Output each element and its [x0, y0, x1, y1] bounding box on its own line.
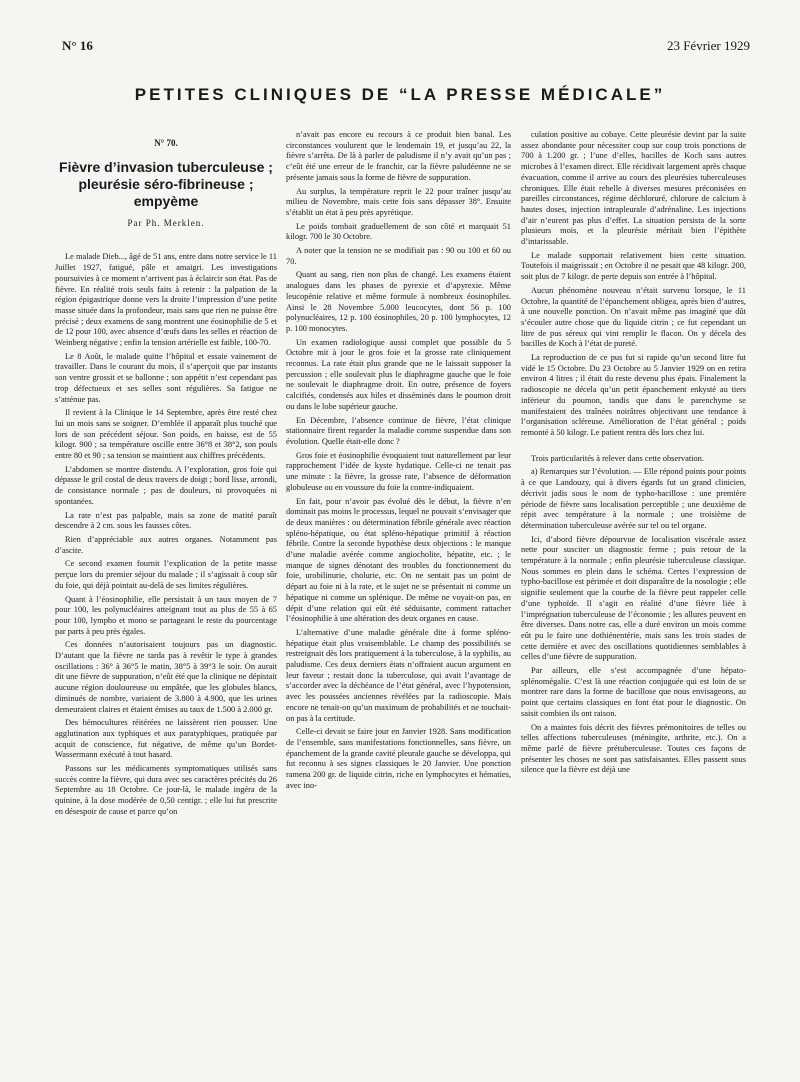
paragraph: Au surplus, la température reprit le 22 pour traîner jusqu’au milieu de Novembre, mais cette fois sans dépasser 38°. Ensuite s’établit un état à peu près apyrétique. [286, 186, 511, 217]
paragraph: Rien d’appréciable aux autres organes. Notamment pas d’ascite. [55, 534, 277, 555]
paragraph: Le malade supportait relativement bien cette situation. Toutefois il maigrissait ; en Octobre il ne pesait que 48 kilogr. 200, soit plus de 7 kilogr. de perte depuis son entrée à l’hôpital. [521, 250, 746, 282]
paragraph: n’avait pas encore eu recours à ce produit bien banal. Les circonstances voulurent que le lendemain 19, et jusqu’au 22, la fièvre s’arrêta. De là à parler de paludisme il n’y avait qu’un pas ; c’eût été une erreur de le franchir, car la fièvre paludéenne ne se présente jamais sous la forme de fièvre de suppuration. [286, 130, 511, 182]
paragraph: Quant à l’éosinophilie, elle persistait à un taux moyen de 7 pour 100, les polynucléaires atteignant tout au plus de 55 à 65 pour 100, lympho et mono se partageant le reste du pourcentage par parts à peu près égales. [55, 594, 277, 636]
paragraph: Trois particularités à relever dans cette observation. [531, 453, 704, 463]
issue-number: N° 16 [62, 38, 93, 53]
paragraph: Le 8 Août, le malade quitte l’hôpital et essaie vainement de travailler. Dans le courant du mois, il s’aperçoit que par instants son ventre grossit et se ballonne ; son appétit n’est cependant pas trop défectueux et ses selles sont régulières. Sa fatigue ne s’atténue pas. [55, 351, 277, 404]
paragraph: En Décembre, l’absence continue de fièvre, l’état clinique stationnaire firent regarder la maladie comme suspendue dans son évolution. Quelle était-elle donc ? [286, 415, 511, 446]
paragraph: En fait, pour n’avoir pas évolué dès le début, la fièvre n’en dominait pas moins le processus, lequel ne pouvait s’envisager que de deux manières : ou détermination fébrile générale avec réaction spléno-hépatique, ou état spléno-hépatique primitif à réaction fébrile. Contre la seconde hypothèse deux objections : le manque d’une maladie avérée comme angiocholite, hépatite, etc. ; le manque de signes dénotant des troubles du fonctionnement du foie, urobilinurie, cholurie, etc. On ne sentait pas un point de départ au foie ni à la rate, et le sujet ne se présentait ni comme un hépatique ni comme un splénique. De même ne voyait-on pas, en dépit d’une relation qui eût été séduisante, comment rattacher l’éosinophilie à une altération des deux organes en cause. [286, 496, 511, 624]
section-banner: PETITES CLINIQUES DE “LA PRESSE MÉDICALE” [134, 85, 666, 104]
paragraph: Passons sur les médicaments symptomatiques utilisés sans succès contre la fièvre, qui dura avec ses caractères précités du 26 Septembre au 18 Octobre. Ce jour-là, le malade ingéra de la quinine, à la dose modérée de 0,50 centigr. ; elle lui fut prescrite en désespoir de cause et parce qu’on [55, 764, 277, 816]
paragraph: Des hémocultures réitérées ne laissèrent rien pousser. Une agglutination aux typhiques et aux paratyphiques, pratiquée par acquit de conscience, fut négative, de même qu’un Bordet-Wassermann exécuté à tout hasard. [55, 718, 277, 760]
paragraph: Ces données n’autorisaient toujours pas un diagnostic. D’autant que la fièvre ne tarda pas à revêtir le type à grandes oscillations : 36° à 36°5 le matin, 38°5 à 39°3 le soir. On aurait dit une fièvre de suppuration, n’eût été que la clinique ne dépistait aucune région douloureuse ou empâtée, que les globules blancs, diminués de nombre, variaient de 3.800 à 4.900, que les urines demeuraient claires et étaient émises au taux de 1.500 à 2.000 gr. [55, 640, 277, 714]
paragraph: a) Remarques sur l’évolution. — Elle répond points pour points à ce que Landouzy, qui à divers égards fut un grand clinicien, décrivit jadis sous le nom de typho-bacillose : une première période de fièvre sans localisation perceptible ; une deuxième de répit avec température à la normale ; une troisième de détermination tuberculeuse avérée sur tel ou tel organe. [521, 467, 746, 530]
paragraph: Par ailleurs, elle s’est accompagnée d’une hépato-splénomégalie. C’est là une réaction conjuguée qui est loin de se montrer rare dans la forme de bacillose que nous envisageons, au point que certains classiques en font état pour le diagnostic. On saisit combien ils ont raison. [521, 666, 746, 718]
issue-date: 23 Février 1929 [666, 38, 750, 53]
paragraph: Quant au sang, rien non plus de changé. Les examens étaient analogues dans les phases de pyrexie et d’apyrexie. Même leucopénie relative et même formule à nombreux éosinophiles. Ainsi le 28 Novembre 5.000 leucocytes, dont 56 p. 100 polynucléaires, 12 p. 100 éosinophiles, 20 p. 100 lymphocytes, 12 p. 100 monocytes. [286, 270, 511, 333]
article-number: N° 70. [154, 138, 178, 148]
column-body [55, 252, 277, 817]
paragraph: Le malade Dieb..., âgé de 51 ans, entre dans notre service le 11 Juillet 1927, fatigué, pâle et amaigri. Les investigations poursuivies à ce moment n’arrivent pas à éclaircir son état. Pas de fièvre. En réalité trois seuls faits à retenir : la palpation de la région épigastrique donne vers la droite l’impression d’une petite masse située dans la profondeur, mais sans que rien ne puisse être précisé ; deux examens de sang montrent une éosinophilie de 5 et de 12 pour 100, avec absence d’œufs dans les selles et réaction de Weinberg négative ; enfin la tension artérielle est faible, 100-70. [55, 252, 277, 348]
column-body [286, 130, 511, 791]
paragraph: L’alternative d’une maladie générale dite à forme spléno-hépatique était plus vraisemblable. Le champ des possibilités se restreignait dès lors pratiquement à la tuberculose, à la syphilis, au paludisme. Ces deux derniers états n’offraient aucun argument en leur faveur ; restait donc la tuberculose, qui avait l’avantage de s’accorder avec la déchéance de l’état général, avec l’hypotension, avec les poussées anciennes révélées par la radioscopie. Mais encore ne tenait-on qu’un maximum de probabilités et ne touchait-on pas à la certitude. [286, 627, 511, 723]
paragraph: La rate n’est pas palpable, mais sa zone de matité paraît descendre à 2 cm. sous les fausses côtes. [55, 510, 277, 531]
paragraph: Celle-ci devait se faire jour en Janvier 1928. Sans modification de l’ensemble, sans manifestations fonctionnelles, sans fièvre, un épanchement de la grande cavité pleurale gauche se développa, qui fut reconnu à ses signes classiques le 20 Janvier. Une ponction ramena 200 gr. de liquide citrin, riche en lymphocytes et hématies, avec ino- [286, 727, 511, 790]
paragraph: A noter que la tension ne se modifiait pas : 90 ou 100 et 60 ou 70. [286, 246, 511, 266]
paragraph: L’abdomen se montre distendu. A l’exploration, gros foie qui dépasse le gril costal de deux travers de doigt ; bord lisse, arrondi, de consistance normale ; pas de douleurs, ni provoquées ni spontanées. [55, 464, 277, 506]
paragraph: La reproduction de ce pus fut si rapide qu’un second litre fut vidé le 15 Octobre. Du 23 Octobre au 5 Janvier 1929 on en retira environ 4 litres ; il était du reste devenu plus épais. Finalement la radioscopie ne décela qu’un petit épanchement enkysté au tiers inférieur du poumon, tandis que dans le parenchyme se manifestaient des traînées noirâtres objectivant une tendance à l’organisation scléreuse. Amélioration de l’état général ; poids remonté à 50 kilogr. Le patient rentra dès lors chez lui. [521, 353, 746, 437]
paragraph: On a maintes fois décrit des fièvres prémonitoires de telles ou telles affections tuberculeuses (méningite, arthrite, etc.). On a même parlé de fièvre prétuberculeuse. Toutes ces façons de présenter les choses ne sont pas satisfaisantes. Elles passent sous silence que la fièvre est déjà une [521, 722, 746, 775]
paragraph: Il revient à la Clinique le 14 Septembre, après être resté chez lui un mois sans se soigner. D’emblée il apparaît plus touché que lors de son précédent séjour. Son poids, en baisse, est de 55 kilogr. 900 ; sa température oscille entre 36°8 et 38°2, son pouls entre 80 et 90 ; sa tension se maintient aux chiffres précédents. [55, 408, 277, 461]
paragraph: Ce second examen fournit l’explication de la petite masse perçue lors du premier séjour du malade ; il s’agissait à coup sûr du foie, qui déjà pointait au-delà de ses limites régulières. [55, 559, 277, 590]
paragraph: Le poids tombait graduellement de son côté et marquait 51 kilogr. 700 le 30 Octobre. [286, 221, 511, 242]
text-column-1 [55, 130, 277, 1075]
section-gap [521, 442, 746, 454]
paragraph: Aucun phénomène nouveau n’était survenu lorsque, le 11 Octobre, la quantité de l’épanchement obligea, après bien d’autres, à une nouvelle ponction. On n’avait même pas imaginé que dût s’écouler autre chose que du liquide citrin ; ce fut cependant un litre de pus séreux qui vint remplir le flacon. On y décela des bacilles de Koch à l’état de pureté. [521, 285, 746, 349]
column-body [521, 130, 746, 776]
text-column-3 [521, 130, 746, 1075]
text-column-2 [286, 130, 511, 1075]
article-author: Par Ph. Merklen. [127, 217, 205, 228]
paragraph: Ici, d’abord fièvre dépourvue de localisation viscérale assez nette pour susciter un diagnostic ferme ; puis retour de la température à la normale ; enfin pleurésie tuberculeuse classique. Nous sommes en plein dans le schéma. Certes l’expression de typho-bacillose est périmée et doit disparaître de la nosologie ; elle signifie seulement que la courbe de la fièvre peut rappeler celle d’une typhoïde. Il s’agit en réalité d’une fièvre liée à l’imprégnation tuberculeuse de l’économie ; les allures peuvent en être diverses. Dans notre cas, elle a duré environ un mois comme eût pu le faire une dothiénentérie, mais sans les trois stades de cette dernière et avec des oscillations quotidiennes semblables à celles d’une fièvre de suppuration. [521, 534, 746, 662]
paragraph: Un examen radiologique aussi complet que possible du 5 Octobre mit à jour le gros foie et la grosse rate cliniquement reconnus. La rate était plus grande que ne le laissait supposer la percussion ; elle soulevait plus le diaphragme gauche que le foie ne soulevait le diaphragme droit. En outre, présence de foyers calcifiés, condensés aux hiles et disséminés dans le poumon droit ou dans le lobe supérieur gauche. [286, 337, 511, 411]
paragraph: culation positive au cobaye. Cette pleurésie devint par la suite assez abondante pour nécessiter coup sur coup trois ponctions de 700 à 1.200 gr. ; l’une d’elles, bacilles de Koch sans autres microbes à l’examen direct. Elle récidivait largement après chaque évacuation, comme il arrive au cours des pleurésies tuberculeuses chroniques. Elle était rebelle à diverses mesures préconisées en pareilles circonstances, régime déchloruré, chlorure de calcium à hautes doses, injection intrapleurale d’adrénaline. Les injections d’air n’eurent pas plus d’effet. La situation persista de la sorte plusieurs mois, et la pleurésie méritait bien l’épithète d’intarissable. [521, 130, 746, 247]
paragraph: Gros foie et éosinophilie évoquaient tout naturellement par leur rapprochement l’idée de kyste hydatique. Celle-ci ne tenait pas une minute : la fièvre, la grosse rate, l’absence de déformation globuleuse ou en voussure du foie la contre-indiquaient. [286, 450, 511, 492]
article-title: Fièvre d’invasion tuberculeuse ; pleurésie séro-fibrineuse ; empyème [59, 158, 273, 209]
